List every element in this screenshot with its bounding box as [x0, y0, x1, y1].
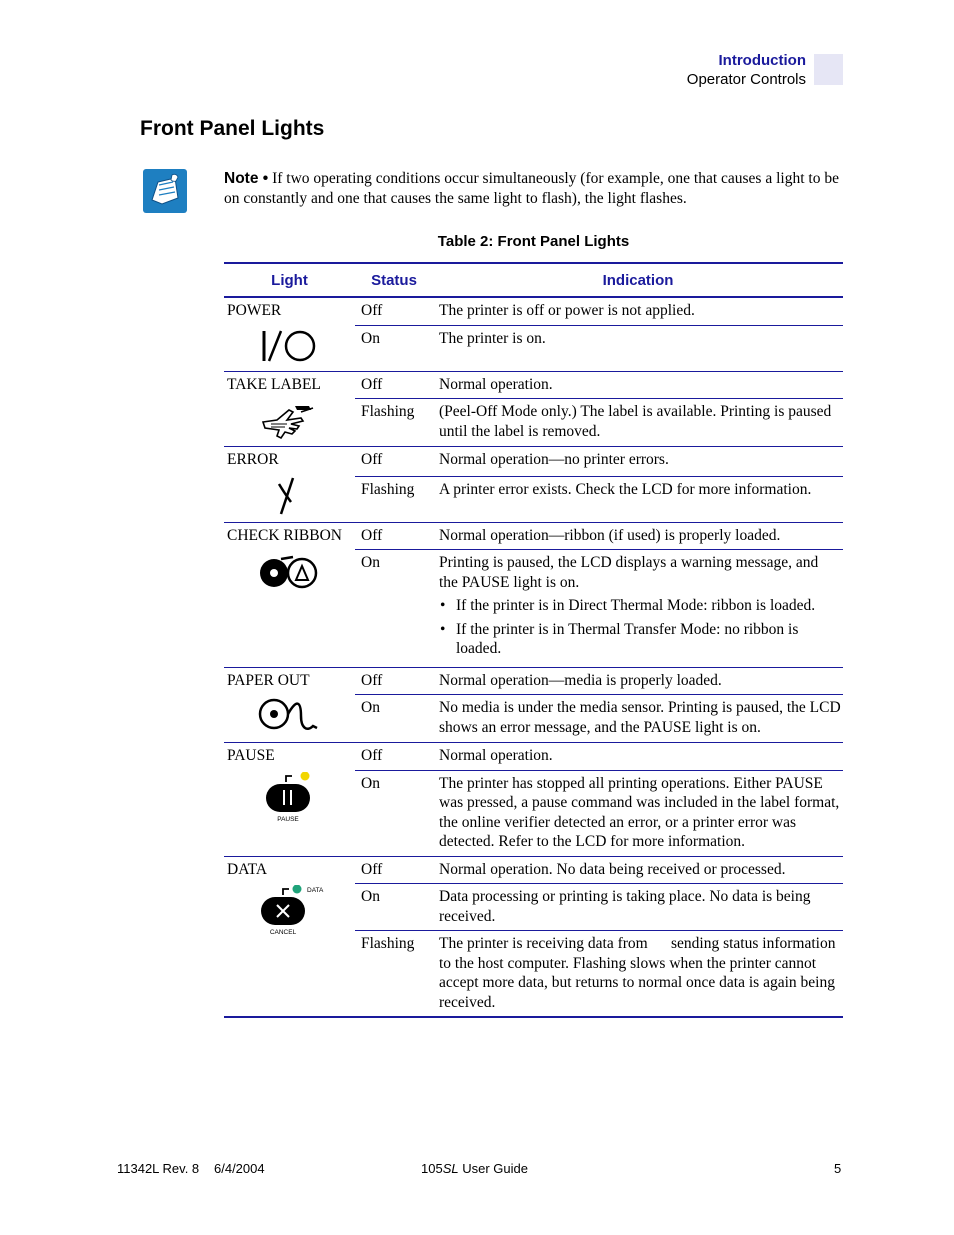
- indication-bullets: [439, 596, 841, 659]
- data-cancel-icon: [261, 885, 335, 937]
- status-cell: Flashing: [355, 399, 433, 447]
- bullet-item: • If the printer is in Direct Thermal Mode: ribbon is loaded.: [439, 596, 841, 616]
- status-cell: Flashing: [355, 931, 433, 1018]
- take-label-icon: [257, 400, 319, 442]
- status-cell: Off: [355, 743, 433, 771]
- guide-suffix: User Guide: [458, 1161, 528, 1176]
- note-hand-icon: [142, 168, 188, 214]
- indication-cell: The printer is receiving data from sending status information to the host computer. Flashing slows when the printer cannot accept more data, but returns to normal once data is again being received.: [433, 931, 843, 1018]
- footer-date: 6/4/2004: [214, 1161, 265, 1176]
- light-cell-data: [224, 856, 355, 1017]
- light-name: ERROR: [227, 451, 279, 468]
- status-cell: Off: [355, 667, 433, 695]
- col-header-indication: Indication: [433, 263, 843, 297]
- light-name: PAPER OUT: [227, 671, 310, 689]
- indication-cell: The printer is off or power is not applied.: [433, 297, 843, 325]
- table-caption: Table 2: Front Panel Lights: [437, 233, 630, 250]
- table-row: [224, 522, 843, 550]
- header-section: Introduction: [718, 52, 806, 69]
- col-header-light: Light: [224, 263, 355, 297]
- header-tab-marker: [814, 54, 843, 85]
- status-cell: On: [355, 325, 433, 371]
- table-row: [224, 743, 843, 771]
- cancel-icon-label: CANCEL: [269, 929, 297, 936]
- note-label: Note •: [224, 170, 269, 187]
- table-row: [224, 667, 843, 695]
- paper-out-icon: [257, 696, 323, 738]
- light-name: DATA: [227, 860, 268, 878]
- table-header-row: [224, 263, 843, 297]
- indication-cell: Data processing or printing is taking place. No data is being received.: [433, 884, 843, 931]
- guide-model: SL: [442, 1161, 459, 1176]
- light-cell-pause: [224, 743, 355, 857]
- status-cell: On: [355, 550, 433, 668]
- bullet-item: • If the printer is in Thermal Transfer Mode: no ribbon is loaded.: [439, 620, 841, 659]
- indication-cell: Normal operation—no printer errors.: [433, 447, 843, 477]
- indication-cell: The printer is on.: [433, 325, 843, 371]
- status-cell: On: [355, 884, 433, 931]
- status-cell: On: [355, 695, 433, 743]
- status-cell: On: [355, 770, 433, 856]
- indication-cell: The printer has stopped all printing operations. Either PAUSE was pressed, a pause command was included in the label format, the online verifier detected an error, or a printer error was detected. Refer to the LCD for more information.: [433, 770, 843, 856]
- page-title: Front Panel Lights: [140, 117, 325, 140]
- indication-text: Printing is paused, the LCD displays a warning message, and the PAUSE light is on.: [439, 554, 819, 591]
- indication-cell: Normal operation—ribbon (if used) is properly loaded.: [433, 522, 843, 550]
- indication-cell: No media is under the media sensor. Printing is paused, the LCD shows an error message, and the PAUSE light is on.: [433, 695, 843, 743]
- pause-icon-label: PAUSE: [277, 815, 299, 823]
- front-panel-lights-table: [224, 262, 843, 1018]
- table-row: [224, 297, 843, 325]
- status-cell: Off: [355, 522, 433, 550]
- light-cell-error: [224, 447, 355, 523]
- status-cell: Off: [355, 371, 433, 399]
- light-cell-take-label: [224, 371, 355, 447]
- col-header-status: Status: [355, 263, 433, 297]
- footer-doc-id: 11342L Rev. 8: [117, 1161, 200, 1176]
- footer-guide-title: [421, 1161, 528, 1176]
- guide-prefix: 105: [421, 1161, 443, 1176]
- indication-cell: (Peel-Off Mode only.) The label is available. Printing is paused until the label is removed.: [433, 399, 843, 447]
- indication-cell: A printer error exists. Check the LCD for more information.: [433, 476, 843, 522]
- pause-icon: [263, 772, 329, 824]
- status-cell: Flashing: [355, 476, 433, 522]
- indication-cell: Normal operation—media is properly loaded.: [433, 667, 843, 695]
- light-cell-paper-out: [224, 667, 355, 743]
- light-name: PAUSE: [227, 747, 275, 764]
- status-cell: Off: [355, 856, 433, 884]
- data-icon-label: DATA: [307, 887, 324, 894]
- footer-page-number: 5: [834, 1161, 842, 1176]
- table-row: [224, 371, 843, 399]
- light-name: TAKE LABEL: [227, 375, 321, 393]
- indication-cell: Normal operation.: [433, 371, 843, 399]
- indication-cell: Normal operation.: [433, 743, 843, 771]
- table-row: [224, 447, 843, 477]
- light-cell-check-ribbon: [224, 522, 355, 667]
- status-cell: Off: [355, 297, 433, 325]
- indication-cell: Normal operation. No data being received or processed.: [433, 856, 843, 884]
- power-icon: [257, 327, 319, 367]
- error-icon: [257, 476, 319, 518]
- note-text: [224, 169, 844, 208]
- light-cell-power: [224, 297, 355, 371]
- check-ribbon-icon: [257, 551, 319, 591]
- table-row: [224, 856, 843, 884]
- light-name: POWER: [227, 302, 282, 319]
- status-cell: Off: [355, 447, 433, 477]
- light-name: CHECK RIBBON: [227, 526, 342, 544]
- header-subsection: Operator Controls: [686, 71, 806, 88]
- note-body: If two operating conditions occur simultaneously (for example, one that causes a light to be on constantly and one that causes the same light to flash), the light flashes.: [224, 170, 839, 207]
- indication-cell: [433, 550, 843, 668]
